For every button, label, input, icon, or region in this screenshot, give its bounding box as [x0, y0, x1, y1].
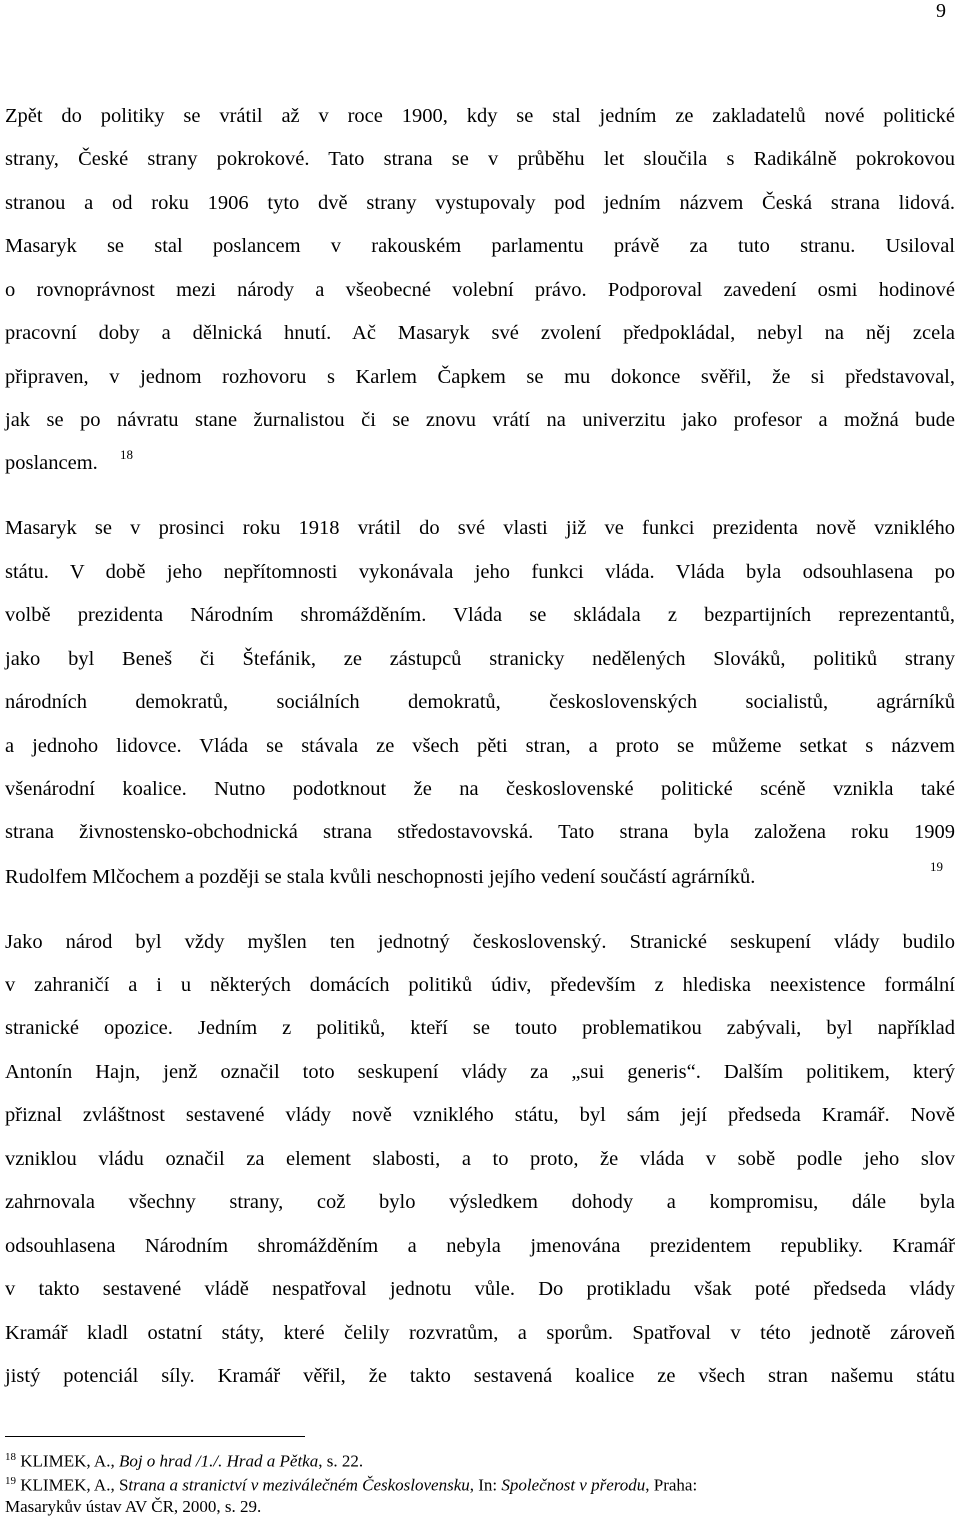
- footnote-rest: , s. 22.: [318, 1451, 364, 1471]
- body-line: strany, České strany pokrokové. Tato strana se v průběhu let sloučila s Radikálně pokrokovou: [5, 148, 955, 170]
- body-line: přiznal zvláštnost sestavené vlády nově vzniklého státu, byl sám její předseda Kramář. Nově: [5, 1104, 955, 1126]
- body-line: strana živnostensko-obchodnická strana středostavovská. Tato strana byla založena roku 1909: [5, 821, 955, 843]
- body-line: pracovní doby a dělnická hnutí. Ač Masaryk své zvolení předpokládal, nebyl na něj zcela: [5, 322, 955, 344]
- body-line: Jako národ byl vždy myšlen ten jednotný československý. Stranické seskupení vlády budilo: [5, 931, 955, 953]
- footnote-18: [5, 1446, 363, 1473]
- footnote-title: trana a stranictví v meziválečném Československu: [128, 1475, 470, 1495]
- body-line: v takto sestavené vládě nespatřoval jednotu vůle. Do protikladu však poté předseda vlády: [5, 1278, 955, 1300]
- body-line: všenárodní koalice. Nutno podotknout že na československé politické scéně vznikla také: [5, 778, 955, 800]
- footnote-ref-19[interactable]: 19: [930, 859, 943, 874]
- body-line: vzniklou vládu označil za element slabosti, a to proto, že vláda v sobě podle jeho slov: [5, 1148, 955, 1170]
- footnote-19-line2: Masarykův ústav AV ČR, 2000, s. 29.: [5, 1497, 262, 1516]
- body-line: Rudolfem Mlčochem a později se stala kvůli neschopnosti jejího vedení součástí agrárníků.: [5, 866, 756, 888]
- footnote-separator: [5, 1436, 305, 1437]
- body-line: národních demokratů, sociálních demokratů, československých socialistů, agrárníků: [5, 691, 955, 713]
- body-line: poslancem.: [5, 452, 98, 474]
- footnote-title: Boj o hrad /1./. Hrad a Pětka: [118, 1451, 319, 1471]
- body-line: v zahraničí a i u některých domácích politiků údiv, především z hlediska neexistence formální: [5, 974, 955, 996]
- page-number: 9: [936, 0, 946, 22]
- footnote-number: 18: [5, 1451, 16, 1463]
- body-line: Kramář kladl ostatní státy, které čelily rozvratům, a sporům. Spatřoval v této jednotě zároveň: [5, 1322, 955, 1344]
- footnote-number: 19: [5, 1475, 16, 1487]
- body-line: Zpět do politiky se vrátil až v roce 1900, kdy se stal jedním ze zakladatelů nové politické: [5, 105, 955, 127]
- footnote-19: [5, 1470, 697, 1497]
- body-line: volbě prezidenta Národním shromážděním. Vláda se skládala z bezpartijních reprezentantů,: [5, 604, 955, 626]
- body-line: odsouhlasena Národním shromážděním a nebyla jmenována prezidentem republiky. Kramář: [5, 1235, 955, 1257]
- body-line: připraven, v jednom rozhovoru s Karlem Čapkem se mu dokonce svěřil, že si představoval,: [5, 366, 955, 388]
- body-line: a jednoho lidovce. Vláda se stávala ze všech pěti stran, a proto se můžeme setkat s názvem: [5, 735, 955, 757]
- footnote-ref-18[interactable]: 18: [120, 447, 133, 462]
- body-line: Masaryk se stal poslancem v rakouském parlamentu právě za tuto stranu. Usiloval: [5, 235, 955, 257]
- body-line: stranou a od roku 1906 tyto dvě strany vystupovaly pod jedním názvem Česká strana lidová.: [5, 192, 955, 214]
- body-line: Antonín Hajn, jenž označil toto seskupení vlády za „sui generis“. Dalším politikem, který: [5, 1061, 955, 1083]
- body-line: stranické opozice. Jedním z politiků, kteří se touto problematikou zabývali, byl například: [5, 1017, 955, 1039]
- footnote-rest: , Praha:: [645, 1475, 698, 1495]
- body-line: Masaryk se v prosinci roku 1918 vrátil do své vlasti již ve funkci prezidenta nově vzniklého: [5, 517, 955, 539]
- footnote-author: KLIMEK, A.,: [20, 1451, 115, 1471]
- footnote-19-continued: [5, 1496, 261, 1518]
- footnote-journal: Společnost v přerodu: [501, 1475, 646, 1495]
- body-line: zahrnovala všechny strany, což bylo výsledkem dohody a kompromisu, dále byla: [5, 1191, 955, 1213]
- footnote-title-initial: S: [118, 1475, 129, 1495]
- body-line: státu. V době jeho nepřítomnosti vykonávala jeho funkci vláda. Vláda byla odsouhlasena po: [5, 561, 955, 583]
- body-line: jak se po návratu stane žurnalistou či se znovu vrátí na univerzitu jako profesor a možná bude: [5, 409, 955, 431]
- body-line: jako byl Beneš či Štefánik, ze zástupců stranicky nedělených Slováků, politiků strany: [5, 648, 955, 670]
- body-line: jistý potenciál síly. Kramář věřil, že takto sestavená koalice ze všech stran našemu státu: [5, 1365, 955, 1387]
- body-line: o rovnoprávnost mezi národy a všeobecné volební právo. Podporoval zavedení osmi hodinové: [5, 279, 955, 301]
- footnote-author: KLIMEK, A.,: [20, 1475, 115, 1495]
- footnote-mid: , In:: [469, 1475, 502, 1495]
